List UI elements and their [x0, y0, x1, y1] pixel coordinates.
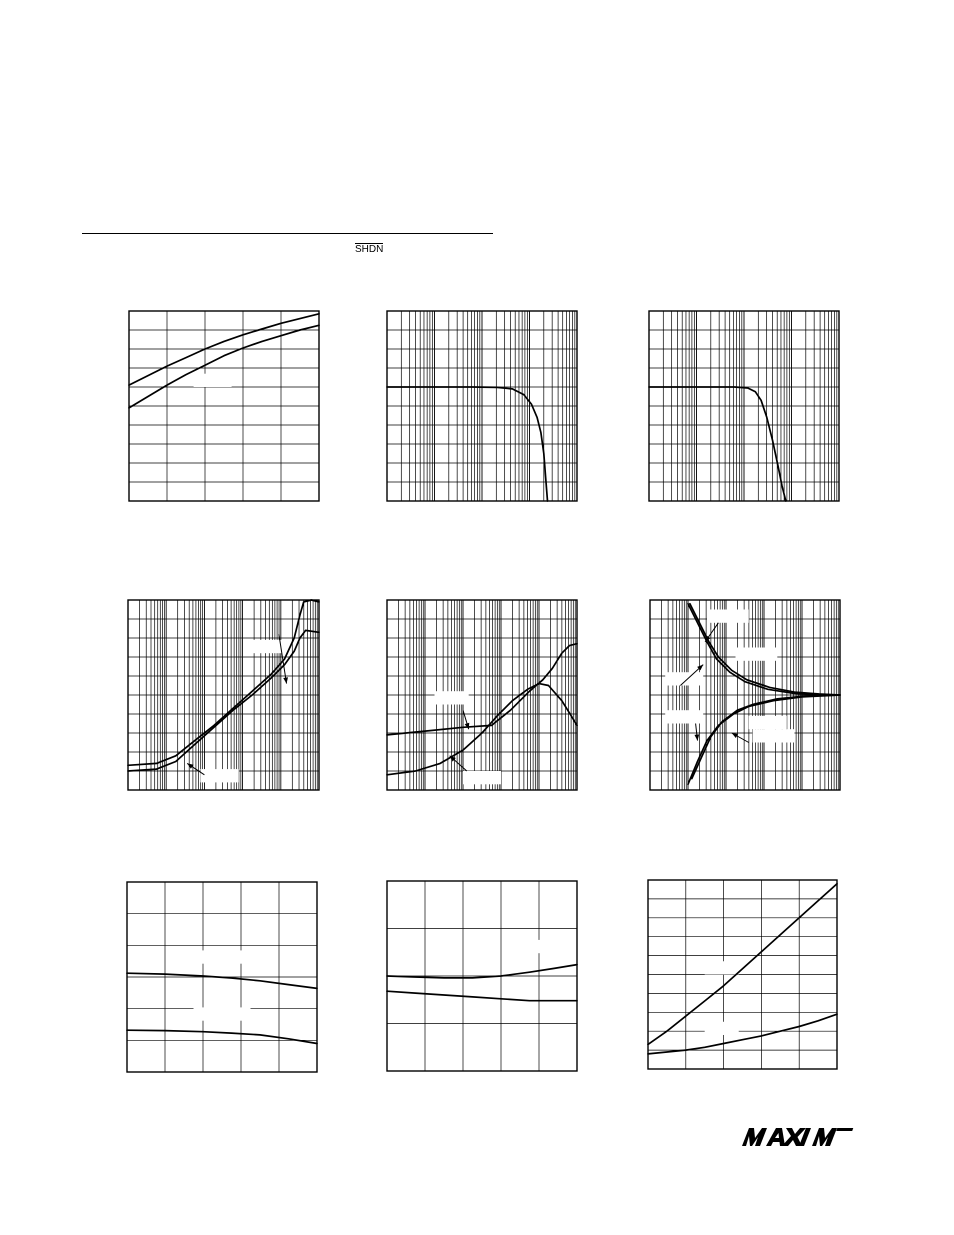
label-box: [194, 950, 251, 963]
label-box: [753, 729, 795, 742]
graph-8: [387, 881, 577, 1071]
graph-4: [128, 600, 319, 790]
pointer-arrowhead: [465, 723, 470, 729]
label-box: [194, 374, 232, 387]
graph-6: [650, 600, 840, 790]
label-box: [435, 691, 469, 704]
graph-1: [129, 311, 319, 501]
label-box: [463, 771, 501, 784]
data-curve-2: [128, 630, 319, 771]
label-box: [665, 710, 703, 723]
data-curve-1: [128, 600, 319, 765]
label-box: [248, 640, 282, 653]
shdn-signal-label: [355, 243, 383, 255]
data-curve-2: [129, 325, 319, 408]
section-divider-rule: [82, 233, 493, 234]
graph-3: [649, 311, 839, 501]
label-box: [749, 716, 787, 729]
graph-5: [387, 600, 577, 790]
label-box: [665, 672, 703, 685]
data-curve-1: [127, 973, 317, 988]
graph-2: [387, 311, 577, 501]
data-curve-1: [648, 884, 837, 1045]
label-box: [139, 351, 166, 362]
label-box: [736, 648, 778, 661]
graph-7: [127, 882, 317, 1072]
data-curve-1: [387, 644, 577, 735]
maxim-logo: [742, 1126, 854, 1148]
label-box: [705, 961, 739, 974]
data-curve-2: [387, 684, 577, 775]
shdn-overbar-text: SHDN: [355, 244, 384, 255]
label-box: [201, 769, 239, 782]
pointer-arrowhead: [694, 734, 699, 740]
graph-9: [648, 880, 837, 1069]
label-box: [530, 940, 578, 953]
data-curve-2: [648, 1014, 837, 1054]
label-box: [194, 1007, 251, 1020]
data-curve-2: [387, 991, 577, 1001]
label-box: [707, 610, 749, 623]
data-curve-2: [127, 1030, 317, 1043]
label-box: [705, 1022, 739, 1035]
pointer-arrowhead: [283, 677, 288, 683]
